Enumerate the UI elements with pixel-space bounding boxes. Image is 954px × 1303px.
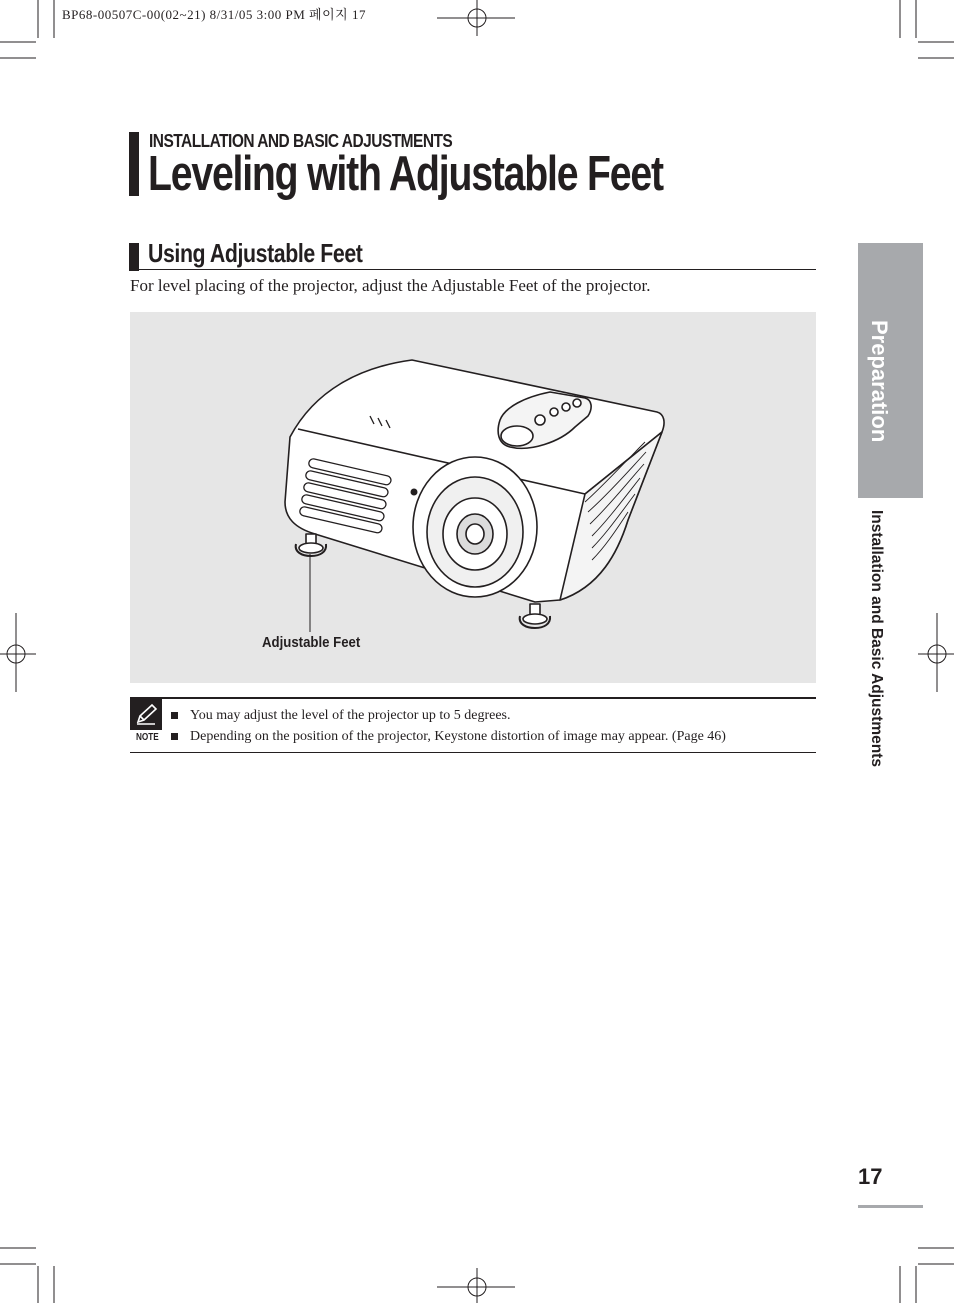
note-item: You may adjust the level of the projector up to 5 degrees. bbox=[170, 705, 726, 726]
note-bottom-rule bbox=[130, 752, 816, 753]
note-icon bbox=[130, 698, 162, 730]
note-list bbox=[170, 705, 726, 747]
page-number-rule bbox=[858, 1205, 923, 1208]
note-item: Depending on the position of the projector, Keystone distortion of image may appear. (Page 46) bbox=[170, 726, 726, 747]
section-label: INSTALLATION AND BASIC ADJUSTMENTS bbox=[149, 131, 453, 151]
note-top-rule bbox=[130, 697, 816, 699]
page-number: 17 bbox=[858, 1164, 883, 1189]
projector-illustration bbox=[130, 312, 816, 683]
subsection-rule bbox=[129, 269, 816, 270]
pencil-icon bbox=[130, 698, 162, 730]
intro-paragraph: For level placing of the projector, adjust the Adjustable Feet of the projector. bbox=[130, 276, 651, 295]
subsection-title: Using Adjustable Feet bbox=[148, 238, 363, 268]
adjustable-feet-callout: Adjustable Feet bbox=[262, 634, 361, 651]
projector-drawing bbox=[130, 312, 816, 683]
print-job-header: BP68-00507C-00(02~21) 8/31/05 3:00 PM 페이지 17 bbox=[62, 7, 366, 22]
side-chapter-title: Installation and Basic Adjustments bbox=[868, 510, 885, 767]
side-tab-label: Preparation bbox=[867, 320, 892, 443]
title-accent-bar bbox=[129, 132, 139, 196]
note-label: NOTE bbox=[136, 732, 159, 743]
subsection-accent-bar bbox=[129, 243, 139, 271]
page-title: Leveling with Adjustable Feet bbox=[148, 147, 663, 201]
